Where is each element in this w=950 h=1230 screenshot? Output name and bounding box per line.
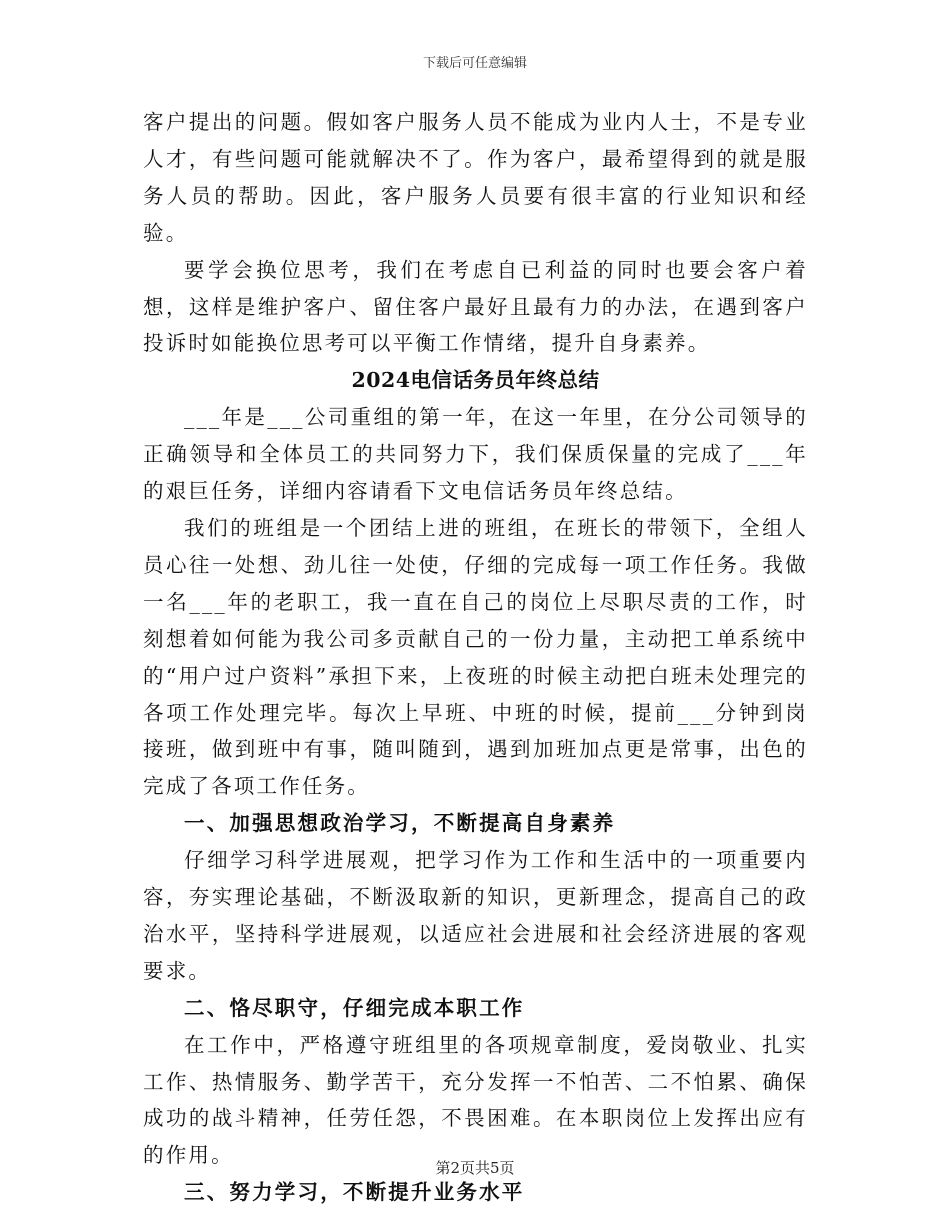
page-header-note: 下载后可任意编辑	[422, 56, 527, 71]
paragraph-duty: 在工作中，严格遵守班组里的各项规章制度，爱岗敬业、扎实工作、热情服务、勤学苦干，充分发挥一不怕苦、二不怕累、确保成功的战斗精神，任劳任怨，不畏困难。在本职岗位上发挥出应有的作用。	[143, 1032, 808, 1168]
paragraph-empathy: 要学会换位思考，我们在考虑自已利益的同时也要会客户着想，这样是维护客户、留住客户最好且最有力的办法，在遇到客户投诉时如能换位思考可以平衡工作情绪，提升自身素养。	[143, 257, 808, 356]
paragraph-team: 我们的班组是一个团结上进的班组，在班长的带领下，全组人员心往一处想、劲儿往一处使，仔细的完成每一项工作任务。我做一名___年的老职工，我一直在自己的岗位上尽职尽责的工作，时刻想着如何能为我公司多贡献自己的一份力量，主动把工单系统中的“用户过户资料”承担下来，上夜班的时候主动把白班未处理完的各项工作处理完毕。每次上早班、中班的时候，提前___分钟到岗接班，做到班中有事，随叫随到，遇到加班加点更是常事，出色的完成了各项工作任务。	[143, 515, 808, 799]
paragraph-customer-questions: 客户提出的问题。假如客户服务人员不能成为业内人士，不是专业人才，有些问题可能就解决不了。作为客户，最希望得到的就是服务人员的帮助。因此，客户服务人员要有很丰富的行业知识和经验。	[143, 110, 808, 245]
paragraph-political-study: 仔细学习科学进展观，把学习作为工作和生活中的一项重要内容，夯实理论基础，不断汲取新的知识，更新理念，提高自己的政治水平，坚持科学进展观，以适应社会进展和社会经济进展的客观要求。	[143, 848, 808, 983]
document-title: 2024电信话务员年终总结	[351, 368, 600, 393]
section-heading-3: 三、努力学习，不断提升业务水平	[184, 1180, 525, 1205]
document-body	[143, 104, 808, 1211]
section-heading-2: 二、恪尽职守，仔细完成本职工作	[184, 995, 525, 1020]
paragraph-intro: ___年是___公司重组的第一年，在这一年里，在分公司领导的正确领导和全体员工的共同努力下，我们保质保量的完成了___年的艰巨任务，详细内容请看下文电信话务员年终总结。	[143, 405, 808, 504]
section-heading-1: 一、加强思想政治学习，不断提高自身素养	[184, 811, 616, 836]
page-number: 第2页共5页	[435, 1159, 515, 1177]
